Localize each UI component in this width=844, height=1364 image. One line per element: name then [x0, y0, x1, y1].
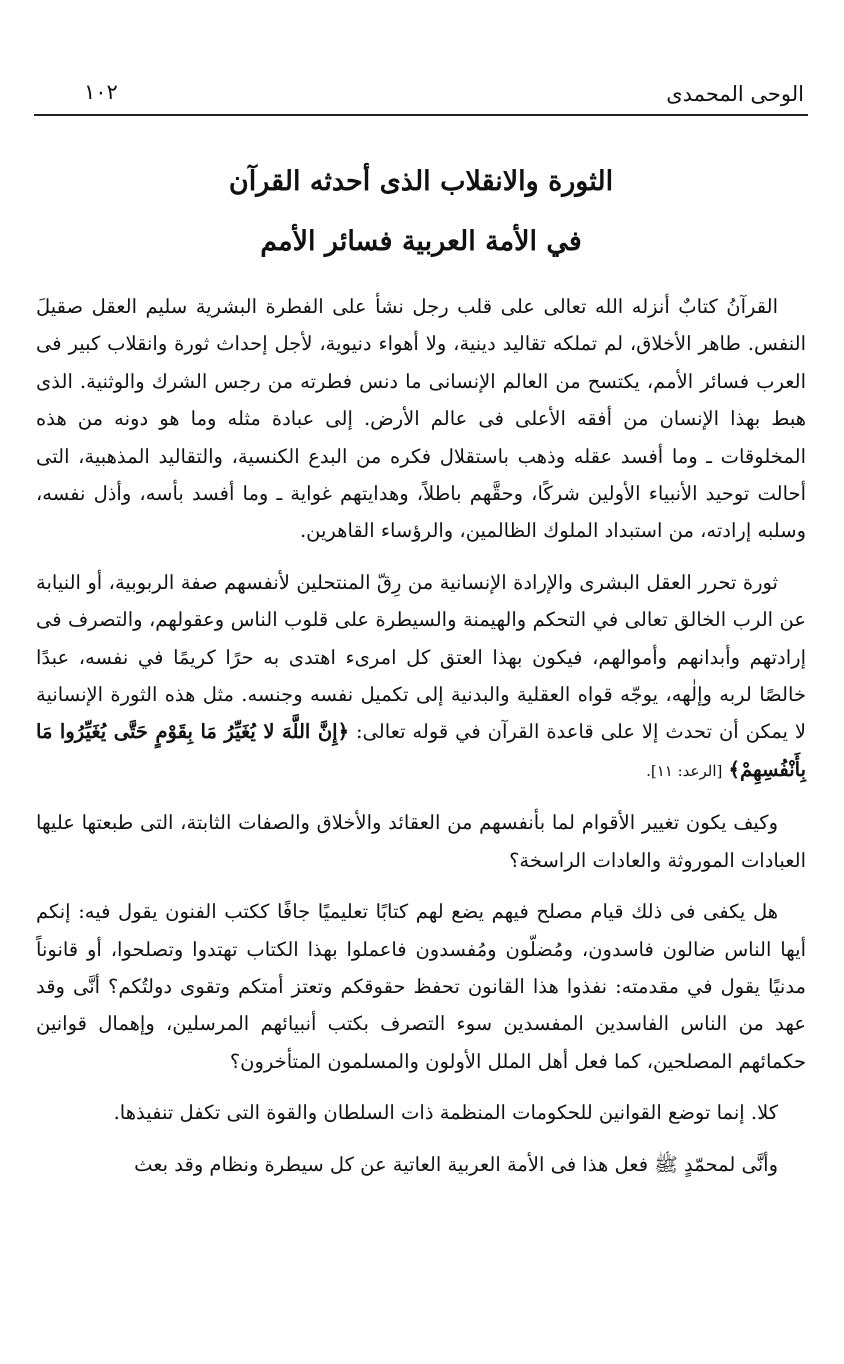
paragraph-5: كلا. إنما توضع القوانين للحكومات المنظمة ذات السلطان والقوة التى تكفل تنفيذها.	[113, 1101, 778, 1125]
quran-verse: ﴿إِنَّ اللَّهَ لا يُغَيِّرُ مَا بِقَوْمٍ حَتَّى يُغَيِّرُوا مَا بِأَنْفُسِهِمْ﴾	[36, 720, 806, 781]
body-text	[36, 288, 806, 1197]
paragraph-2	[36, 564, 806, 790]
chapter-title-line-2: في الأمة العربية فسائر الأمم	[260, 226, 582, 257]
verse-reference: [الرعد: ١١].	[646, 761, 723, 780]
chapter-title	[34, 152, 808, 272]
paragraph-1: القرآنُ كتابٌ أنزله الله تعالى على قلب رجل نشأ على الفطرة البشرية سليم العقل صقيلَ النفس. طاهر الأخلاق، لم تملكه تقاليد دينية، ولا أهواء دنيوية، لأجل إحداث ثورة وانقلاب كبير فى العرب فسائر الأمم، يكتسح من العالم الإنسانى ما دنس فطرته من رجس الشرك والوثنية. الذى هبط بهذا الإنسان من أفقه الأعلى فى عالم الأرض. إلى عبادة مثله وما هو دونه من هذه المخلوقات ـ وما أفسد عقله وذهب باستقلال فكره من البدع الكنسية، والتقاليد المذهبية، التى أحالت توحيد الأنبياء الأولين شركًا، وحقَّهم باطلاً، وهدايتهم غواية ـ وما أفسد بأسه، وأذل نفسه، وسلبه إرادته، من استبداد الملوك الظالمين، والرؤساء القاهرين.	[36, 295, 807, 543]
paragraph-6: وأنَّى لمحمّدٍ ﷺ فعل هذا فى الأمة العربية العاتية عن كل سيطرة ونظام وقد بعث	[134, 1152, 778, 1176]
paragraph-2-text: ثورة تحرر العقل البشرى والإرادة الإنسانية من رِقّ المنتحلين لأنفسهم صفة الربوبية، أو النيابة عن الرب الخالق تعالى في التحكم والهيمنة والسيطرة على قلوب الناس وعقولهم، والتصرف فى إرادتهم وأبدانهم وأموالهم، فيكون بهذا العتق كل امرىء اهتدى به حرًا كريمًا في نفسه، عبدًا خالصًا لربه وإلٰهه، يوجّه قواه العقلية والبدنية إلى تكميل نفسه وجنسه. مثل هذه الثورة الإنسانية لا يمكن أن تحدث إلا على قاعدة القرآن في قوله تعالى:	[36, 570, 806, 744]
chapter-title-line-1: الثورة والانقلاب الذى أحدثه القرآن	[228, 166, 614, 197]
running-title: الوحى المحمدى	[666, 82, 804, 106]
paragraph-3: وكيف يكون تغيير الأقوام لما بأنفسهم من العقائد والأخلاق والصفات الثابتة، التى طبعتها عليها العبادات الموروثة والعادات الراسخة؟	[36, 811, 806, 872]
page-number: ١٠٢	[84, 80, 118, 104]
paragraph-4: هل يكفى فى ذلك قيام مصلح فيهم يضع لهم كتابًا تعليميًا جافًا ككتب الفنون يقول فيه: إنكم أيها الناس ضالون فاسدون، ومُضلّون ومُفسدون فاعملوا بهذا الكتاب تهتدوا وتصلحوا، أو قانوناً مدنيًا يقول في مقدمته: نفذوا هذا القانون تحفظ حقوقكم وتعتز أمتكم وتقوى دولتُكم؟ أنَّى وقد عهد من الناس الفاسدين المفسدين سوء التصرف بكتب أنبيائهم المرسلين، وإهمال قوانين حكمائهم المصلحين، كما فعل أهل الملل الأولون والمسلمون المتأخرون؟	[36, 900, 806, 1073]
page-header	[34, 78, 808, 116]
